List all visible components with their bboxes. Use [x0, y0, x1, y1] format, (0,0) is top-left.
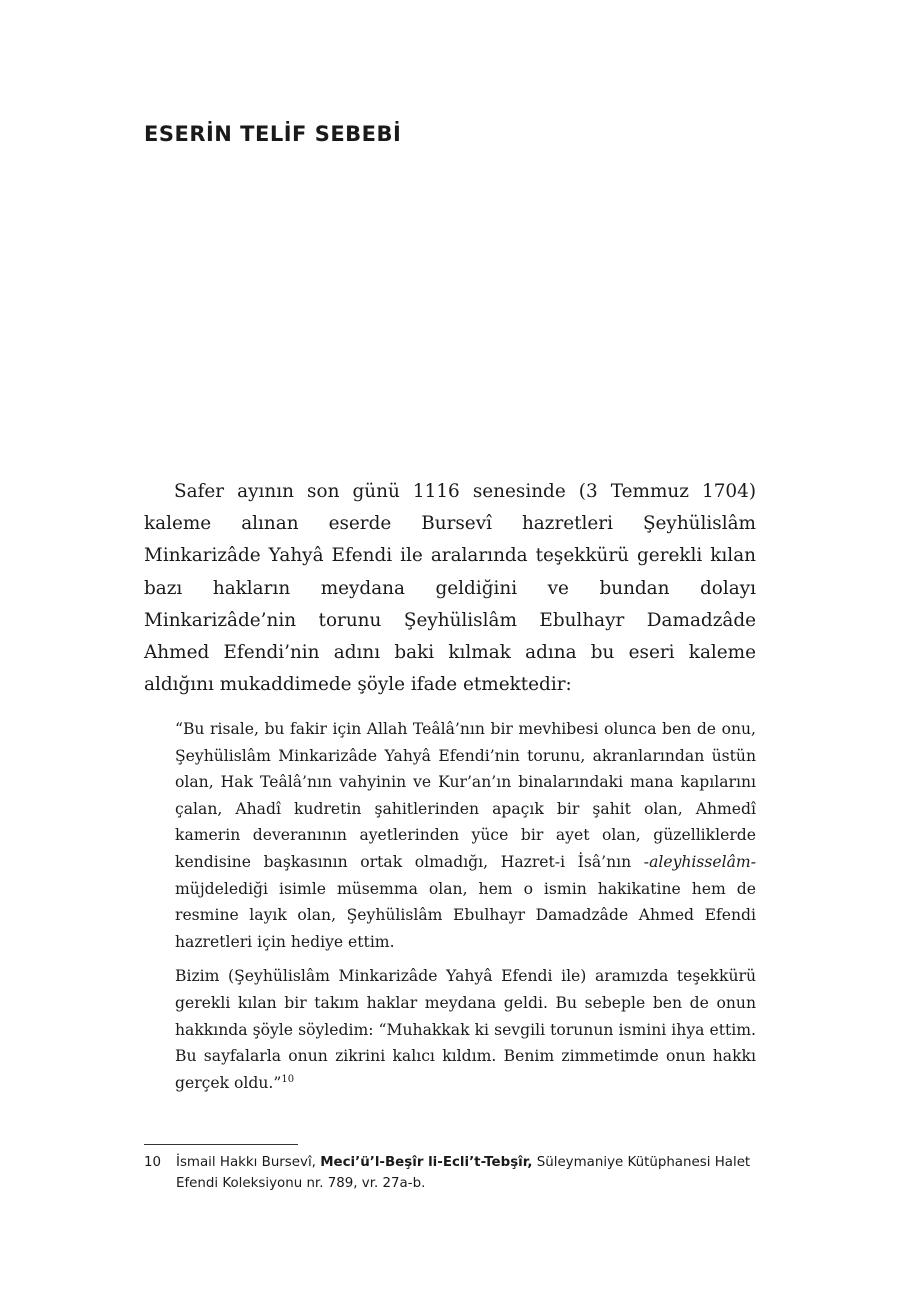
footnote-work-title: Meci’ü’l-Beşîr li-Ecli’t-Tebşîr, — [320, 1155, 533, 1170]
quote-italic-phrase: -aleyhisselâm- — [643, 852, 756, 871]
footnote-text — [176, 1152, 756, 1194]
quote-text-start: “Bu risale, bu fakir için Allah Teâlâ’nın bir mevhibesi olunca ben de onu, Şeyhülislâm Minkarizâde Yahyâ Efendi’nin torunu, akranlarından üstün olan, Hak Teâlâ’nın vahyinin ve Kur’an’ın binalarındaki mana kapılarını çalan, Ahadî kudretin şahitlerinden apaçık bir şahit olan, Ahmedî kamerin deveranının ayetlerinden yüce bir ayet olan, güzelliklerde kendisine başkasının ortak olmadığı, Hazret-i İsâ’nın — [175, 720, 756, 871]
footnote-reference[interactable]: 10 — [281, 1073, 295, 1085]
footnote-author: İsmail Hakkı Bursevî, — [176, 1155, 321, 1170]
footnote-number: 10 — [144, 1155, 162, 1170]
block-quote — [175, 716, 756, 1104]
footnote-source: Süleymaniye Kütüphanesi Halet Efendi Koleksiyonu nr. 789, vr. 27a-b. — [176, 1155, 751, 1191]
quote-paragraph-2-text: Bizim (Şeyhülislâm Minkarizâde Yahyâ Efendi ile) aramızda teşekkürü gerekli kılan bir takım haklar meydana geldi. Bu sebeple ben de onun hakkında şöyle söyledim: “Muhakkak ki sevgili torunun ismini ihya ettim. Bu sayfalarla onun zikrini kalıcı kıldım. Benim zimmetimde onun hakkı gerçek oldu.” — [175, 967, 756, 1092]
chapter-title: ESERİN TELİF SEBEBİ — [144, 122, 402, 146]
body-paragraph: Safer ayının son günü 1116 senesinde (3 Temmuz 1704) kaleme alınan eserde Bursevî hazretleri Şeyhülislâm Minkarizâde Yahyâ Efendi ile aralarında teşekkürü gerekli kılan bazı hakların meydana geldiğini ve bundan dolayı Minkarizâde’nin torunu Şeyhülislâm Ebulhayr Damadzâde Ahmed Efendi’nin adını baki kılmak adına bu eseri kaleme aldığını mukaddimede şöyle ifade etmektedir: — [144, 481, 756, 696]
quote-text-end: müjdelediği isimle müsemma olan, hem o ismin hakikatine hem de resmine layık olan, Şeyhülislâm Ebulhayr Damadzâde Ahmed Efendi hazretleri için hediye ettim. — [175, 879, 756, 951]
quote-paragraph-1 — [175, 716, 756, 955]
body-text — [144, 476, 756, 701]
footnote — [144, 1152, 756, 1194]
footnote-divider — [144, 1144, 298, 1145]
quote-paragraph-2 — [175, 963, 756, 1096]
